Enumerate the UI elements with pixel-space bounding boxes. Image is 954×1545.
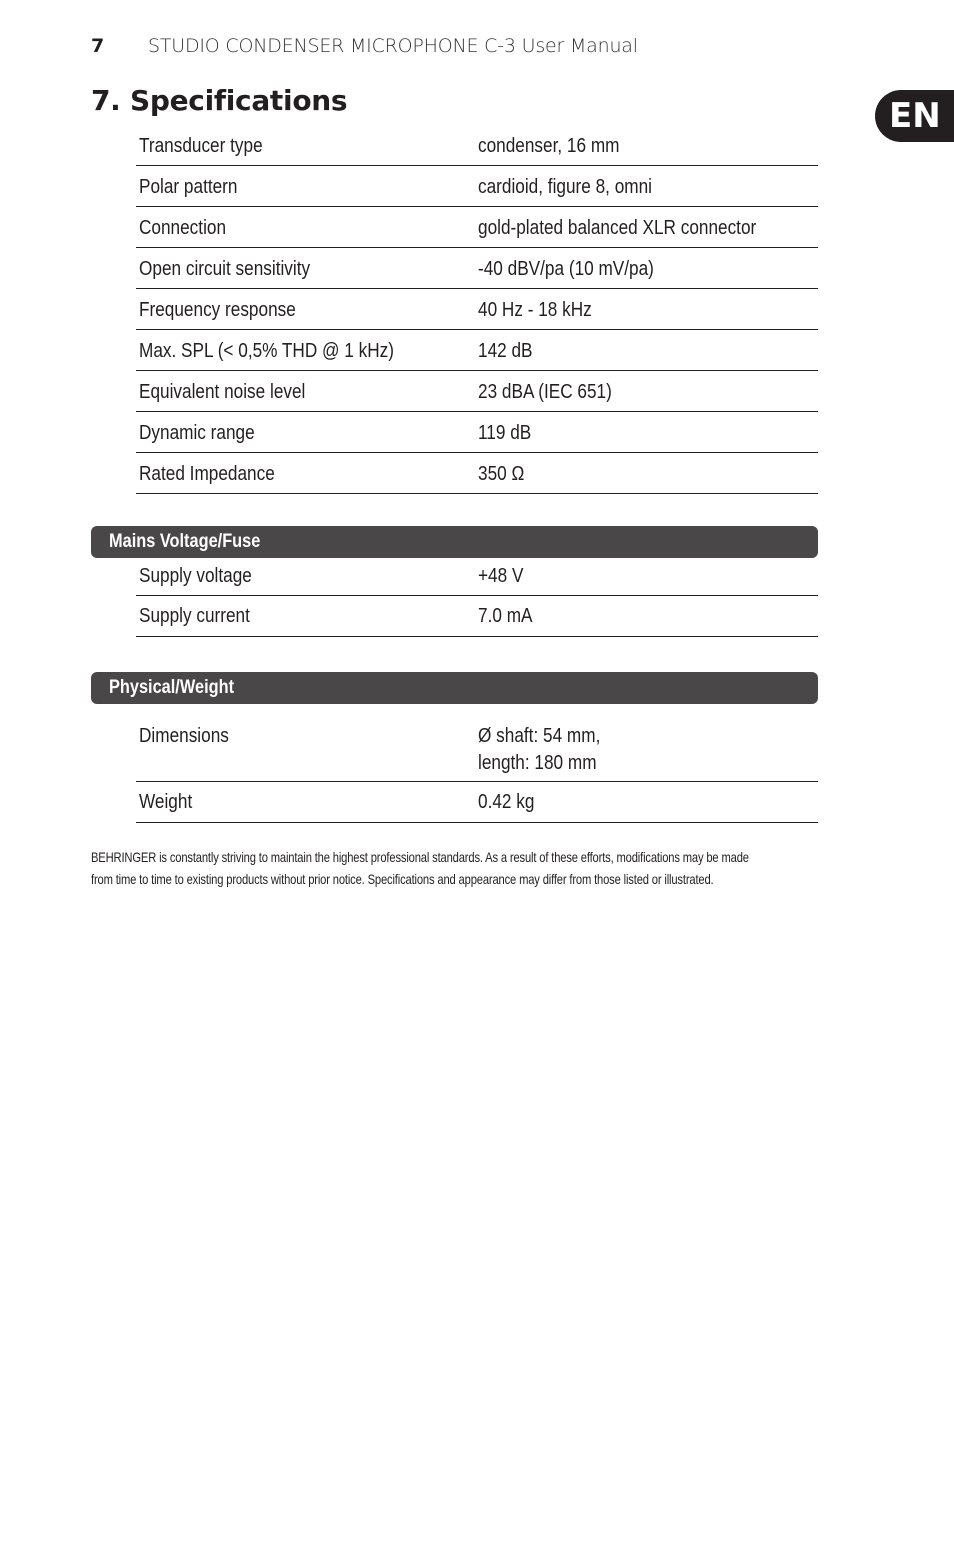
spec-label: Open circuit sensitivity xyxy=(139,257,311,280)
spec-value: 142 dB xyxy=(478,339,533,362)
language-label: EN xyxy=(889,96,941,136)
spec-value: 350 Ω xyxy=(478,462,525,485)
manual-title: STUDIO CONDENSER MICROPHONE C-3 User Manual xyxy=(148,35,638,57)
spec-row-rated-impedance xyxy=(136,453,818,494)
spec-value: 7.0 mA xyxy=(478,604,533,627)
spec-label: Max. SPL (< 0,5% THD @ 1 kHz) xyxy=(139,339,394,362)
spec-row-max-spl xyxy=(136,330,818,371)
page-number: 7 xyxy=(91,35,105,57)
section-title: 7. Specifications xyxy=(91,84,348,117)
spec-table-mains xyxy=(136,558,818,637)
spec-value: cardioid, figure 8, omni xyxy=(478,175,653,198)
spec-value: gold-plated balanced XLR connector xyxy=(478,216,757,239)
spec-row-open-circuit-sensitivity xyxy=(136,248,818,289)
spec-table-main xyxy=(136,125,818,494)
physical-weight-section-header xyxy=(91,672,818,704)
section-header-label: Mains Voltage/Fuse xyxy=(109,531,261,552)
spec-label: Frequency response xyxy=(139,298,296,321)
spec-label: Connection xyxy=(139,216,227,239)
spec-label: Supply voltage xyxy=(139,565,252,587)
spec-label: Weight xyxy=(139,790,193,813)
spec-label: Transducer type xyxy=(139,134,263,157)
spec-label: Equivalent noise level xyxy=(139,380,306,403)
spec-row-connection xyxy=(136,207,818,248)
language-tab xyxy=(875,90,954,142)
spec-row-supply-voltage xyxy=(136,558,818,596)
spec-table-physical xyxy=(136,716,818,823)
spec-label: Polar pattern xyxy=(139,175,238,198)
spec-row-frequency-response xyxy=(136,289,818,330)
spec-row-supply-current xyxy=(136,596,818,637)
spec-value: -40 dBV/pa (10 mV/pa) xyxy=(478,257,654,280)
spec-value: condenser, 16 mm xyxy=(478,134,620,157)
spec-value: 40 Hz - 18 kHz xyxy=(478,298,592,321)
spec-value: 119 dB xyxy=(478,421,532,444)
spec-label: Supply current xyxy=(139,604,250,627)
mains-voltage-section-header xyxy=(91,526,818,558)
spec-value: +48 V xyxy=(478,565,524,587)
page-header xyxy=(91,33,638,59)
spec-row-dynamic-range xyxy=(136,412,818,453)
spec-label: Rated Impedance xyxy=(139,462,275,485)
spec-value: 0.42 kg xyxy=(478,790,535,813)
disclaimer xyxy=(91,846,755,890)
spec-row-polar-pattern xyxy=(136,166,818,207)
disclaimer-line-1: BEHRINGER is constantly striving to maintain the highest professional standards. As a result of these efforts, modifications may be made xyxy=(91,849,749,865)
spec-label: Dynamic range xyxy=(139,421,255,444)
spec-value-line1: Ø shaft: 54 mm, xyxy=(478,725,601,747)
spec-label: Dimensions xyxy=(139,725,229,747)
spec-row-transducer-type xyxy=(136,125,818,166)
spec-value-line2: length: 180 mm xyxy=(478,752,597,774)
section-header-label: Physical/Weight xyxy=(109,677,235,698)
spec-row-weight xyxy=(136,782,818,823)
spec-value: 23 dBA (IEC 651) xyxy=(478,380,612,403)
spec-row-equivalent-noise-level xyxy=(136,371,818,412)
disclaimer-line-2: from time to time to existing products without prior notice. Specifications and appearance may differ from those listed or illustrated. xyxy=(91,871,714,887)
spec-row-dimensions xyxy=(136,716,818,782)
